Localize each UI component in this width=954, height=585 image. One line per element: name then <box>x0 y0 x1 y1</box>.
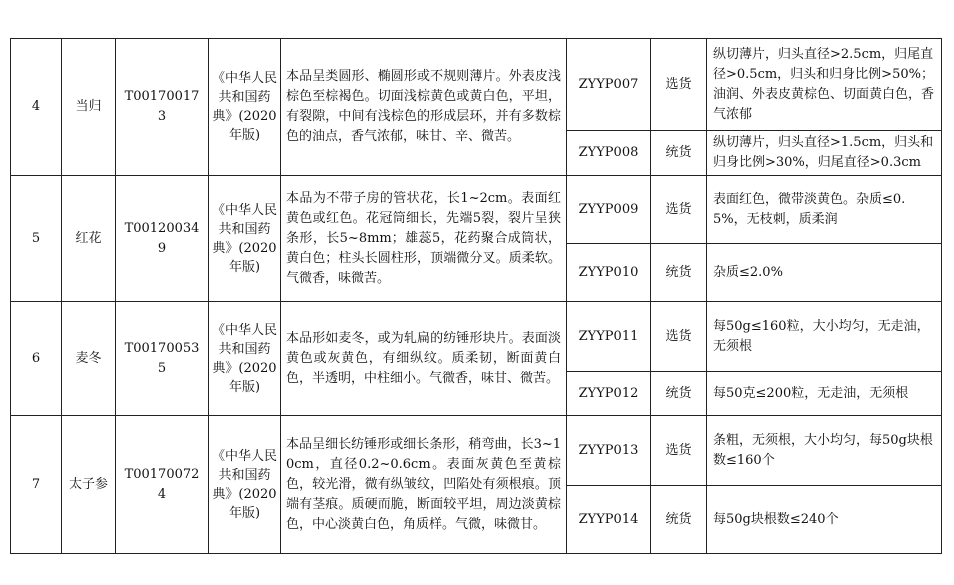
herb-name: 当归 <box>62 39 116 176</box>
table-row <box>11 416 942 486</box>
grade-level: 选货 <box>651 302 707 372</box>
row-number: 6 <box>11 302 62 416</box>
herb-code: T001700173 <box>116 39 209 176</box>
herb-description: 本品呈类圆形、椭圆形或不规则薄片。外表皮浅棕色至棕褐色。切面浅棕黄色或黄白色，平坦，有裂隙，中间有浅棕色的形成层环，并有多数棕色的油点，香气浓郁，味甘、辛、微苦。 <box>281 39 567 176</box>
herb-name: 麦冬 <box>62 302 116 416</box>
grade-code: ZYYP009 <box>567 176 651 244</box>
grade-spec: 纵切薄片，归头直径>2.5cm，归尾直径>0.5cm，归头和归身比例>50%；油润、外表皮黄棕色、切面黄白色，香气浓郁 <box>707 39 942 131</box>
row-number: 4 <box>11 39 62 176</box>
row-number: 7 <box>11 416 62 554</box>
grade-spec: 每50克≤200粒，无走油，无须根 <box>707 372 942 416</box>
herb-name: 太子参 <box>62 416 116 554</box>
herb-description: 本品为不带子房的管状花，长1~2cm。表面红黄色或红色。花冠筒细长，先端5裂，裂片呈狭条形，长5~8mm；雄蕊5，花药聚合成筒状，黄白色；柱头长圆柱形，顶端微分叉。质柔软。气微香，味微苦。 <box>281 176 567 302</box>
grade-level: 统货 <box>651 486 707 554</box>
grade-code: ZYYP010 <box>567 244 651 302</box>
grade-spec: 纵切薄片，归头直径>1.5cm，归头和归身比例>30%，归尾直径>0.3cm <box>707 131 942 176</box>
row-number: 5 <box>11 176 62 302</box>
grade-spec: 条粗，无须根，大小均匀，每50g块根数≤160个 <box>707 416 942 486</box>
grade-code: ZYYP014 <box>567 486 651 554</box>
grade-level: 统货 <box>651 244 707 302</box>
standard-reference: 《中华人民共和国药典》(2020年版) <box>209 416 281 554</box>
grade-spec: 表面红色，微带淡黄色。杂质≤0.5%，无枝刺，质柔润 <box>707 176 942 244</box>
standard-reference: 《中华人民共和国药典》(2020年版) <box>209 176 281 302</box>
grade-level: 选货 <box>651 176 707 244</box>
grade-level: 选货 <box>651 416 707 486</box>
herb-description: 本品形如麦冬，或为轧扁的纺锤形块片。表面淡黄色或灰黄色，有细纵纹。质柔韧，断面黄白色，半透明，中柱细小。气微香，味甘、微苦。 <box>281 302 567 416</box>
grade-spec: 杂质≤2.0% <box>707 244 942 302</box>
herb-grade-table <box>10 38 942 554</box>
grade-spec: 每50g块根数≤240个 <box>707 486 942 554</box>
grade-code: ZYYP013 <box>567 416 651 486</box>
standard-reference: 《中华人民共和国药典》(2020年版) <box>209 39 281 176</box>
herb-name: 红花 <box>62 176 116 302</box>
grade-level: 统货 <box>651 131 707 176</box>
grade-code: ZYYP008 <box>567 131 651 176</box>
grade-spec: 每50g≤160粒，大小均匀，无走油，无须根 <box>707 302 942 372</box>
table-row <box>11 302 942 372</box>
table-row <box>11 176 942 244</box>
herb-code: T001700535 <box>116 302 209 416</box>
herb-description: 本品呈细长纺锤形或细长条形，稍弯曲，长3~10cm，直径0.2~0.6cm。表面灰黄色至黄棕色，较光滑，微有纵皱纹，凹陷处有须根痕。顶端有茎痕。质硬而脆，断面较平坦，周边淡黄棕色，中心淡黄白色，角质样。气微，味微甘。 <box>281 416 567 554</box>
grade-code: ZYYP007 <box>567 39 651 131</box>
herb-code: T001700724 <box>116 416 209 554</box>
grade-level: 统货 <box>651 372 707 416</box>
table-row <box>11 39 942 131</box>
grade-code: ZYYP011 <box>567 302 651 372</box>
grade-level: 选货 <box>651 39 707 131</box>
grade-code: ZYYP012 <box>567 372 651 416</box>
standard-reference: 《中华人民共和国药典》(2020年版) <box>209 302 281 416</box>
herb-code: T001200349 <box>116 176 209 302</box>
